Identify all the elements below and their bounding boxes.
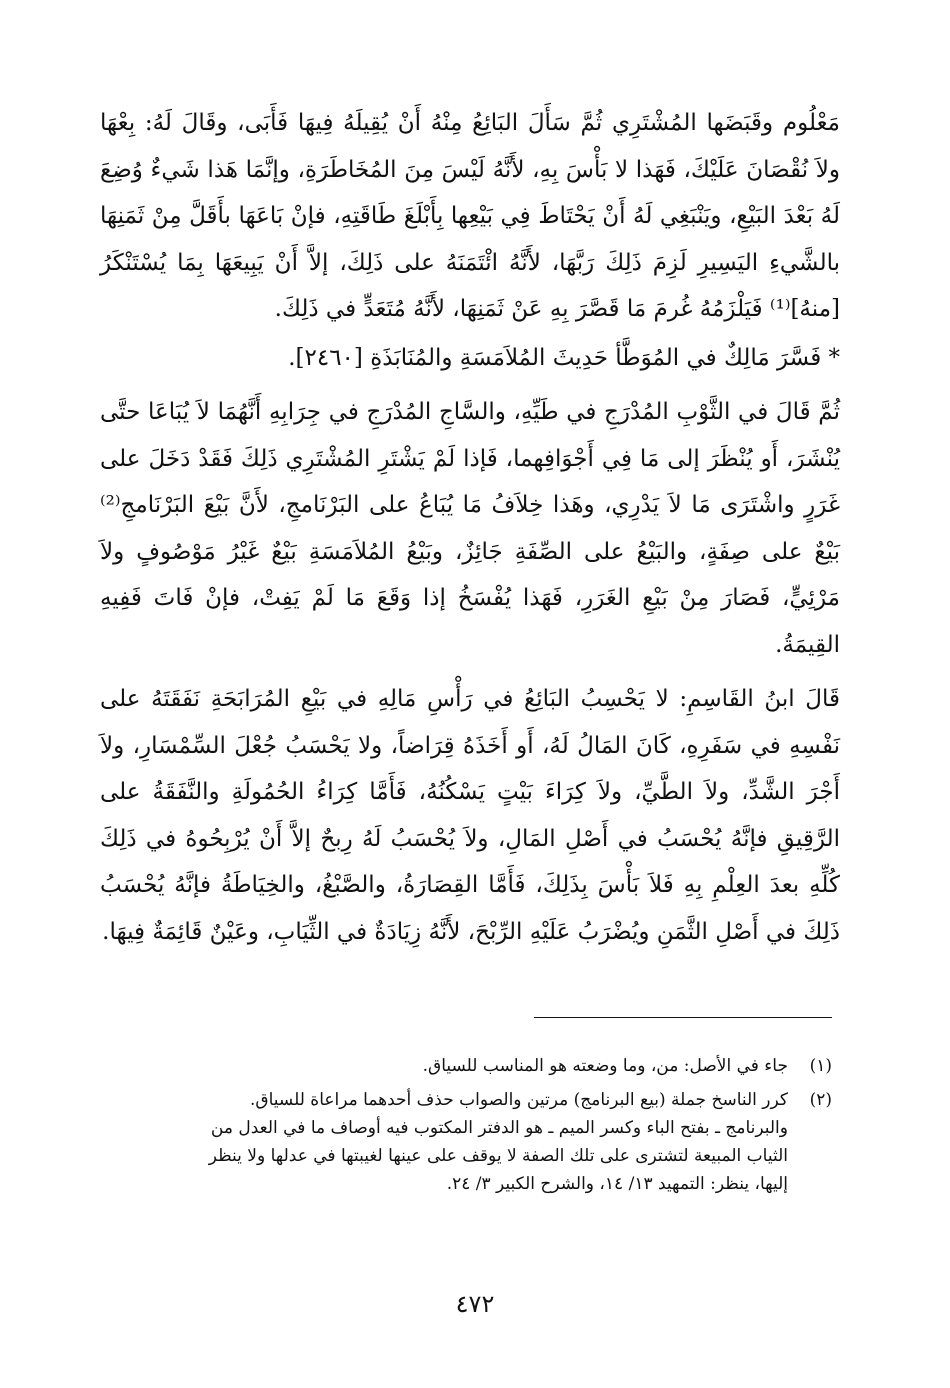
footnote-text [100,1086,788,1198]
footnote-line: الثياب المبيعة لتشترى على تلك الصفة لا يوقف على عينها لغيبتها في عدلها ولا ينظر [208,1146,788,1166]
paragraph-1: مَعْلُوم وقَبَضَها المُشْتَرِي ثُمَّ سَأَلَ البَائِعُ مِنْهُ أَنْ يُقِيلَهُ فِيهَا فَأَبَى، وقَالَ لَهُ: بِعْهَا ولاَ نُقْصَانَ عَلَيْكَ، فَهَذا لا بَأْسَ بِهِ، لأَنَّهُ لَيْسَ مِنَ المُخَاطَرَةِ، وإنَّمَا هَذا شَيءٌ وُضِعَ لَهُ بَعْدَ البَيْعِ، ويَنْبَغِي لَهُ أَنْ يَحْتَاطَ فِي بَيْعِها بِأَبْلَغَ طَاقَتِهِ، فإنْ بَاعَهَا بأَقَلَّ مِنْ ثَمَنِهَا بالشَّيءِ اليَسِيرِ لَزِمَ ذَلِكَ رَبَّهَا، لأَنَّهُ ائْتَمَنَهُ على ذَلِكَ، إلاَّ أَنْ يَبِيعَهَا بِمَا يُسْتَنْكَرُ [منهُ]⁽¹⁾ فَيَلْزَمُهُ غُرمَ مَا قَصَّرَ بِهِ عَنْ ثَمَنِهَا، لأَنَّهُ مُتَعَدٍّ في ذَلِكَ. [100,110,840,322]
paragraph-2: * فَسَّرَ مَالِكٌ في المُوَطَّأ حَدِيثَ المُلاَمَسَةِ والمُنَابَذَةِ [٢٤٦٠]. [288,344,840,371]
footnote-2 [100,1086,832,1198]
book-page [100,100,840,1320]
footnote-line: والبرنامج ـ بفتح الباء وكسر الميم ـ هو الدفتر المكتوب فيه أوصاف ما في العدل من [210,1118,788,1138]
footnote-line: جاء في الأصل: من، وما وضعته هو المناسب للسياق. [422,1056,788,1076]
paragraph-3: ثُمَّ قَالَ في الثَّوْبِ المُدْرَجِ في طَيِّهِ، والسَّاجِ المُدْرَجِ في جِرَابِهِ أَنَّهُمَا لاَ يُبَاعَا حتَّى يُنْشَرَ، أَو يُنْظَرَ إلى مَا فِي أَجْوَافِهما، فَإذا لَمْ يَشْتَرِ المُشْتَرِي ذَلِكَ فَقَدْ دَخَلَ على غَرَرٍ واشْتَرَى مَا لاَ يَدْرِي، وهَذا خِلاَفُ مَا يُبَاعُ على البَرْنَامجِ، لأَنَّ بَيْعَ البَرْنَامجِ⁽²⁾ بَيْعٌ على صِفَةٍ، والبَيْعُ على الصِّفَةِ جَائِزٌ، وبَيْعُ المُلاَمَسَةِ بَيْعٌ غَيْرُ مَوْصُوفٍ ولاَ مَرْئِيٍّ، فَصَارَ مِنْ بَيْعِ الغَرَرِ، فَهَذا يُفْسَخُ إذا وَقَعَ مَا لَمْ يَفِتْ، فإنْ فَاتَ فَفِيهِ القِيمَةُ. [100,399,840,658]
footnote-1 [100,1052,832,1080]
footnotes [100,1052,832,1198]
main-text [100,100,840,955]
footnote-number: (٢) [809,1090,832,1110]
footnote-line: كرر الناسخ جملة (بيع البرنامج) مرتين والصواب حذف أحدهما مراعاة للسياق. [250,1090,788,1110]
footnote-text [100,1052,788,1080]
page-number: ٤٧٢ [455,1290,495,1318]
footnote-number: (١) [809,1056,832,1076]
paragraph-4: قَالَ ابنُ القَاسِمِ: لا يَحْسِبُ البَائِعُ في رَأْسِ مَالِهِ في بَيْعِ المُرَابَحَةِ نَفَقَتَهُ على نَفْسِهِ في سَفَرِهِ، كَانَ المَالُ لَهُ، أَو أَخَذَهُ قِرَاضاً، ولا يَحْسَبُ جُعْلَ السِّمْسَارِ، ولاَ أَجْرَ الشَّدِّ، ولاَ الطَّيِّ، ولاَ كِرَاءَ بَيْتٍ يَسْكُنُهُ، فَأَمَّا كِرَاءُ الحُمُولَةِ والنَّفَقَةُ على الرَّقِيقِ فإنَّهُ يُحْسَبُ في أَصْلِ المَالِ، ولاَ يُحْسَبُ لَهُ رِبحٌ إلاَّ أَنْ يُرْبِحُوهُ في ذَلِكَ كُلِّهِ بعدَ العِلْمِ بِهِ فَلاَ بَأْسَ بِذَلِكَ، فَأَمَّا القِصَارَةُ، والصَّبْغُ، والخِيَاطَةُ فإنَّهُ يُحْسَبُ ذَلِكَ في أَصْلِ الثَّمَنِ ويُضْرَبُ عَلَيْهِ الرِّبْحَ، لأَنَّهُ زِيَادَةٌ في الثِّيَابِ، وعَيْنٌ قَائِمَةٌ فِيهَا. [100,686,840,945]
footnote-divider [534,1017,832,1018]
footnote-line: إليها، ينظر: التمهيد ١٣/ ١٤، والشرح الكبير ٣/ ٢٤. [446,1174,788,1194]
